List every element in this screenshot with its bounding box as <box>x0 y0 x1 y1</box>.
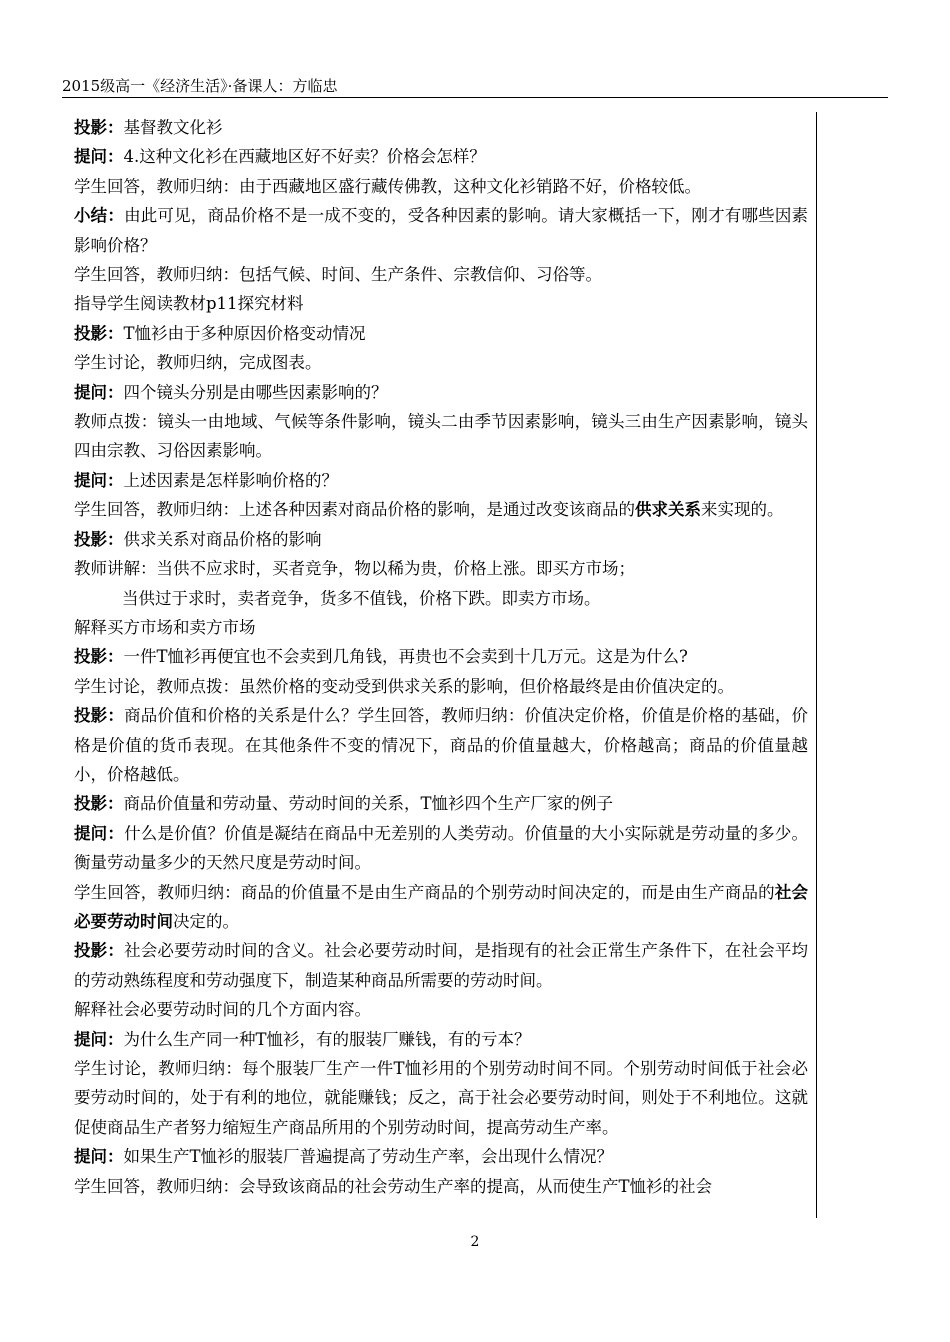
paragraph <box>74 584 808 613</box>
paragraph-label: 投影： <box>74 118 124 137</box>
paragraph <box>74 554 808 583</box>
paragraph <box>74 289 808 318</box>
paragraph-text: 如果生产T恤衫的服装厂普遍提高了劳动生产率，会出现什么情况？ <box>123 1147 614 1167</box>
paragraph <box>74 1025 808 1054</box>
key-term: 供求关系 <box>635 500 701 520</box>
paragraph <box>74 378 808 407</box>
paragraph-text: 上述因素是怎样影响价格的？ <box>123 470 338 490</box>
paragraph <box>74 172 808 201</box>
paragraph-text: 解释社会必要劳动时间的几个方面内容。 <box>74 1000 371 1020</box>
paragraph-text: 什么是价值？价值是凝结在商品中无差别的人类劳动。价值量的大小实际就是劳动量的多少。衡量劳动量多少的天然尺度是劳动时间。 <box>74 823 809 873</box>
paragraph-label: 投影： <box>74 529 124 549</box>
paragraph-text: 四个镜头分别是由哪些因素影响的？ <box>123 382 388 402</box>
paragraph <box>74 495 808 524</box>
paragraph-label: 投影： <box>74 323 124 343</box>
paragraph <box>74 995 808 1024</box>
paragraph-text: 教师点拨：镜头一由地域、气候等条件影响，镜头二由季节因素影响，镜头三由生产因素影响，镜头四由宗教、习俗因素影响。 <box>74 412 808 461</box>
paragraph <box>74 936 808 995</box>
paragraph-label: 投影： <box>74 706 125 726</box>
key-term: 社会必要劳动时间 <box>74 882 809 931</box>
paragraph-text: 学生回答，教师归纳：会导致该商品的社会劳动生产率的提高，从而使生产T恤衫的社会 <box>74 1176 713 1196</box>
paragraph-text: 学生回答，教师归纳：上述各种因素对商品价格的影响，是通过改变该商品的 <box>74 500 635 520</box>
paragraph-text: 学生回答，教师归纳：由于西藏地区盛行藏传佛教，这种文化衫销路不好，价格较低。 <box>74 176 701 196</box>
paragraph <box>74 701 808 789</box>
header-rule <box>62 97 888 98</box>
lesson-content <box>74 113 808 1201</box>
paragraph-text: 当供过于求时，卖者竞争，货多不值钱，价格下跌。即卖方市场。 <box>122 588 601 608</box>
paragraph-label: 提问： <box>74 1029 124 1049</box>
paragraph-text: 学生回答，教师归纳：商品的价值量不是由生产商品的个别劳动时间决定的，而是由生产商品的 <box>74 882 775 902</box>
paragraph <box>74 1054 808 1142</box>
paragraph-text-after: 来实现的。 <box>701 500 784 520</box>
paragraph <box>74 672 808 701</box>
paragraph <box>74 260 808 289</box>
page-number: 2 <box>470 1234 480 1250</box>
paragraph-label: 小结： <box>74 206 125 226</box>
paragraph-text: 商品价值量和劳动量、劳动时间的关系，T恤衫四个生产厂家的例子 <box>123 794 614 814</box>
paragraph <box>74 525 808 554</box>
paragraph-text: T恤衫由于多种原因价格变动情况 <box>123 323 366 343</box>
paragraph-text: 社会必要劳动时间的含义。社会必要劳动时间，是指现有的社会正常生产条件下，在社会平均的劳动熟练程度和劳动强度下，制造某种商品所需要的劳动时间。 <box>74 941 809 990</box>
paragraph-label: 投影： <box>74 941 125 961</box>
paragraph-text: 基督教文化衫 <box>123 118 223 137</box>
paragraph-label: 投影： <box>74 794 124 814</box>
paragraph <box>74 201 808 260</box>
paragraph-text: 学生回答，教师归纳：包括气候、时间、生产条件、宗教信仰、习俗等。 <box>74 265 602 285</box>
paragraph-text: 供求关系对商品价格的影响 <box>123 529 322 549</box>
table-cell-border <box>816 112 817 1218</box>
paragraph <box>74 819 808 878</box>
paragraph <box>74 878 808 937</box>
paragraph <box>74 319 808 348</box>
paragraph-label: 提问： <box>74 823 125 843</box>
paragraph-text: 教师讲解：当供不应求时，买者竞争，物以稀为贵，价格上涨。即买方市场； <box>74 559 635 579</box>
paragraph-text-after: 决定的。 <box>173 911 239 931</box>
paragraph-text: 指导学生阅读教材p11探究材料 <box>74 294 304 314</box>
paragraph <box>74 113 808 142</box>
paragraph-text: 4.这种文化衫在西藏地区好不好卖？价格会怎样？ <box>123 147 486 167</box>
paragraph-label: 提问： <box>74 1147 124 1167</box>
paragraph-label: 投影： <box>74 647 124 667</box>
paragraph-text: 学生讨论，教师归纳，完成图表。 <box>74 353 322 373</box>
paragraph-text: 学生讨论，教师归纳：每个服装厂生产一件T恤衫用的个别劳动时间不同。个别劳动时间低于社会必要劳动时间的，处于有利的地位，就能赚钱；反之，高于社会必要劳动时间，则处于不利地位。这就促使商品生产者努力缩短生产商品所用的个别劳动时间，提高劳动生产率。 <box>74 1059 808 1137</box>
paragraph-label: 提问： <box>74 147 124 167</box>
paragraph <box>74 407 808 466</box>
paragraph <box>74 1142 808 1171</box>
paragraph <box>74 642 808 671</box>
paragraph-text: 为什么生产同一种T恤衫，有的服装厂赚钱，有的亏本？ <box>123 1029 531 1049</box>
paragraph-text: 由此可见，商品价格不是一成不变的，受各种因素的影响。请大家概括一下，刚才有哪些因素影响价格？ <box>74 206 809 255</box>
paragraph-text: 解释买方市场和卖方市场 <box>74 617 256 637</box>
paragraph <box>74 466 808 495</box>
paragraph-text: 一件T恤衫再便宜也不会卖到几角钱，再贵也不会卖到十几万元。这是为什么? <box>123 647 688 667</box>
paragraph-text: 商品价值和价格的关系是什么？学生回答，教师归纳：价值决定价格，价值是价格的基础，价格是价值的货币表现。在其他条件不变的情况下，商品的价值量越大，价格越高；商品的价值量越小，价格越低。 <box>74 706 809 784</box>
paragraph <box>74 142 808 171</box>
paragraph <box>74 789 808 818</box>
paragraph <box>74 1172 808 1201</box>
paragraph <box>74 348 808 377</box>
paragraph-text: 学生讨论，教师点拨：虽然价格的变动受到供求关系的影响，但价格最终是由价值决定的。 <box>74 676 734 696</box>
paragraph-label: 提问： <box>74 470 124 490</box>
paragraph <box>74 613 808 642</box>
page-header: 2015级高一《经济生活》·备课人：方临忠 <box>62 77 338 95</box>
paragraph-label: 提问： <box>74 382 124 402</box>
